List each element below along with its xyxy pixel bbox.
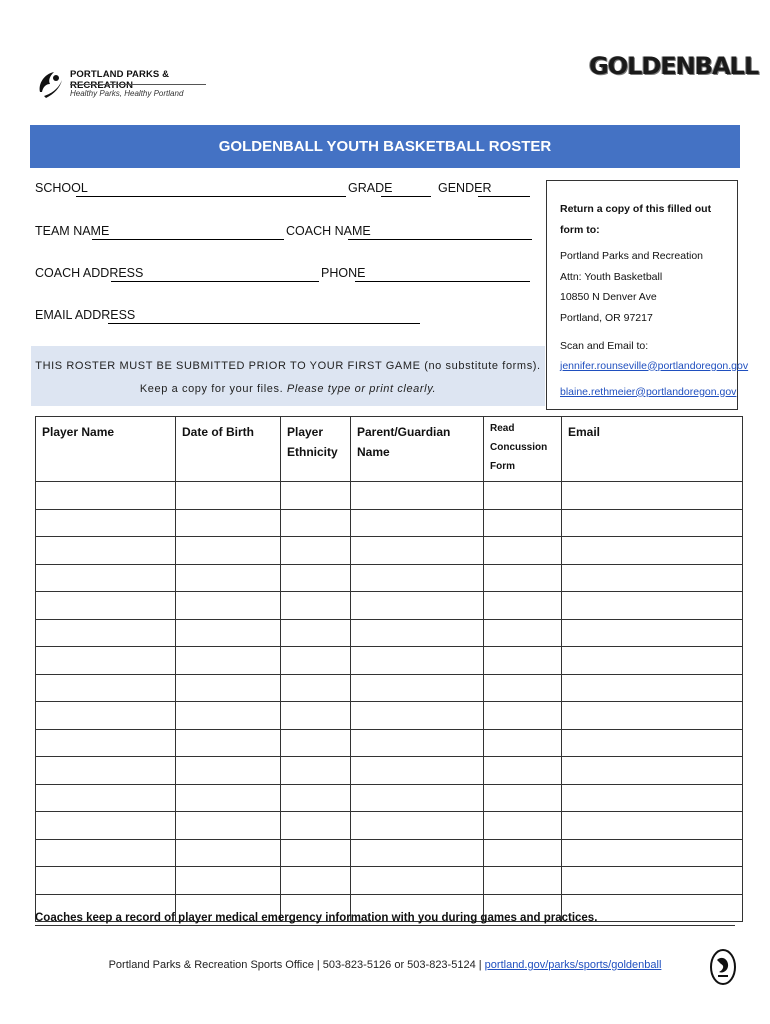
table-cell[interactable] bbox=[351, 564, 484, 592]
table-cell[interactable] bbox=[484, 812, 562, 840]
table-cell[interactable] bbox=[281, 702, 351, 730]
footer-contact: Portland Parks & Recreation Sports Office | 503-823-5126 or 503-823-5124 | bbox=[108, 959, 482, 971]
table-cell[interactable] bbox=[562, 784, 743, 812]
table-cell[interactable] bbox=[562, 812, 743, 840]
table-cell[interactable] bbox=[176, 647, 281, 675]
table-cell[interactable] bbox=[281, 729, 351, 757]
table-cell[interactable] bbox=[281, 537, 351, 565]
address-line-2: Attn: Youth Basketball bbox=[560, 270, 663, 283]
table-cell[interactable] bbox=[36, 619, 176, 647]
address-line-1: Portland Parks and Recreation bbox=[560, 250, 703, 262]
table-row bbox=[36, 537, 743, 565]
table-cell[interactable] bbox=[281, 509, 351, 537]
roster-header-row bbox=[36, 417, 743, 482]
table-cell[interactable] bbox=[562, 647, 743, 675]
table-row bbox=[36, 482, 743, 510]
table-cell[interactable] bbox=[281, 867, 351, 895]
table-cell[interactable] bbox=[176, 757, 281, 785]
table-cell[interactable] bbox=[351, 757, 484, 785]
table-row bbox=[36, 784, 743, 812]
table-cell[interactable] bbox=[484, 592, 562, 620]
table-cell[interactable] bbox=[562, 757, 743, 785]
scan-email-label: Scan and Email to: bbox=[560, 340, 649, 352]
table-cell[interactable] bbox=[36, 564, 176, 592]
return-heading: Return a copy of this filled out form to: bbox=[560, 203, 712, 236]
notice-line-1: THIS ROSTER MUST BE SUBMITTED PRIOR TO YOUR FIRST GAME (no substitute forms). bbox=[35, 360, 541, 372]
table-cell[interactable] bbox=[36, 674, 176, 702]
roster-table bbox=[35, 416, 743, 922]
team-name-field[interactable] bbox=[92, 226, 284, 240]
table-cell[interactable] bbox=[281, 482, 351, 510]
table-cell[interactable] bbox=[562, 564, 743, 592]
table-cell[interactable] bbox=[281, 784, 351, 812]
table-cell[interactable] bbox=[562, 509, 743, 537]
table-cell[interactable] bbox=[351, 674, 484, 702]
org-name: PORTLAND PARKS & RECREATION bbox=[70, 69, 170, 91]
table-row bbox=[36, 619, 743, 647]
table-cell[interactable] bbox=[281, 839, 351, 867]
table-row bbox=[36, 839, 743, 867]
table-cell[interactable] bbox=[484, 647, 562, 675]
table-cell[interactable] bbox=[176, 784, 281, 812]
table-row bbox=[36, 812, 743, 840]
table-cell[interactable] bbox=[176, 729, 281, 757]
org-tagline: Healthy Parks, Healthy Portland bbox=[70, 89, 184, 98]
table-cell[interactable] bbox=[351, 647, 484, 675]
table-cell[interactable] bbox=[176, 839, 281, 867]
table-cell[interactable] bbox=[351, 482, 484, 510]
table-cell[interactable] bbox=[176, 592, 281, 620]
table-cell[interactable] bbox=[484, 867, 562, 895]
footer-link[interactable]: portland.gov/parks/sports/goldenball bbox=[484, 959, 662, 971]
table-cell[interactable] bbox=[562, 482, 743, 510]
school-field[interactable] bbox=[76, 183, 346, 197]
table-cell[interactable] bbox=[36, 867, 176, 895]
table-cell[interactable] bbox=[281, 812, 351, 840]
coach-name-field[interactable] bbox=[348, 226, 532, 240]
table-cell[interactable] bbox=[484, 674, 562, 702]
table-cell[interactable] bbox=[484, 757, 562, 785]
grade-label: GRADE bbox=[348, 181, 393, 195]
footnote: Coaches keep a record of player medical emergency information with you during games and practices. bbox=[35, 912, 735, 926]
table-cell[interactable] bbox=[562, 592, 743, 620]
submission-notice bbox=[31, 346, 545, 406]
table-cell[interactable] bbox=[351, 729, 484, 757]
table-cell[interactable] bbox=[562, 867, 743, 895]
col-parent-guardian: Parent/Guardian Name bbox=[351, 417, 484, 482]
table-cell[interactable] bbox=[176, 867, 281, 895]
notice-line-2 bbox=[31, 378, 545, 401]
col-email: Email bbox=[562, 417, 743, 482]
roster-body bbox=[36, 482, 743, 922]
table-cell[interactable] bbox=[36, 757, 176, 785]
table-cell[interactable] bbox=[351, 812, 484, 840]
table-cell[interactable] bbox=[351, 784, 484, 812]
table-cell[interactable] bbox=[176, 619, 281, 647]
logo-divider bbox=[70, 84, 206, 85]
table-row bbox=[36, 564, 743, 592]
table-cell[interactable] bbox=[36, 729, 176, 757]
table-cell[interactable] bbox=[36, 537, 176, 565]
table-cell[interactable] bbox=[351, 592, 484, 620]
table-cell[interactable] bbox=[562, 619, 743, 647]
table-cell[interactable] bbox=[176, 509, 281, 537]
table-cell[interactable] bbox=[562, 729, 743, 757]
table-cell[interactable] bbox=[484, 482, 562, 510]
portland-seal-icon bbox=[709, 948, 737, 986]
table-cell[interactable] bbox=[281, 757, 351, 785]
phone-label: PHONE bbox=[321, 266, 366, 280]
table-cell[interactable] bbox=[351, 702, 484, 730]
col-date-of-birth: Date of Birth bbox=[176, 417, 281, 482]
grade-field[interactable] bbox=[381, 183, 431, 197]
table-cell[interactable] bbox=[484, 784, 562, 812]
table-cell[interactable] bbox=[176, 812, 281, 840]
coach-address-field[interactable] bbox=[111, 268, 319, 282]
school-label: SCHOOL bbox=[35, 181, 88, 195]
footer bbox=[0, 959, 770, 971]
table-cell[interactable] bbox=[484, 839, 562, 867]
table-row bbox=[36, 674, 743, 702]
table-cell[interactable] bbox=[484, 619, 562, 647]
table-cell[interactable] bbox=[176, 702, 281, 730]
email-link-blaine[interactable]: blaine.rethmeier@portlandoregon.gov bbox=[560, 385, 737, 398]
coach-address-label: COACH ADDRESS bbox=[35, 266, 144, 280]
table-cell[interactable] bbox=[281, 564, 351, 592]
table-row bbox=[36, 867, 743, 895]
table-cell[interactable] bbox=[484, 509, 562, 537]
coach-name-label: COACH NAME bbox=[286, 224, 371, 238]
col-player-name: Player Name bbox=[36, 417, 176, 482]
address-line-4: Portland, OR 97217 bbox=[560, 311, 653, 324]
table-cell[interactable] bbox=[176, 674, 281, 702]
table-cell[interactable] bbox=[36, 812, 176, 840]
table-cell[interactable] bbox=[176, 482, 281, 510]
goldenball-logo-text: GOLDENBALL bbox=[589, 52, 759, 80]
table-cell[interactable] bbox=[484, 564, 562, 592]
table-cell[interactable] bbox=[351, 839, 484, 867]
table-row bbox=[36, 647, 743, 675]
table-cell[interactable] bbox=[351, 619, 484, 647]
table-cell[interactable] bbox=[36, 647, 176, 675]
gender-field[interactable] bbox=[478, 183, 530, 197]
team-name-label: TEAM NAME bbox=[35, 224, 110, 238]
table-cell[interactable] bbox=[281, 647, 351, 675]
table-cell[interactable] bbox=[36, 839, 176, 867]
table-cell[interactable] bbox=[281, 674, 351, 702]
table-cell[interactable] bbox=[36, 592, 176, 620]
table-row bbox=[36, 592, 743, 620]
table-cell[interactable] bbox=[281, 592, 351, 620]
address-line-3: 10850 N Denver Ave bbox=[560, 291, 657, 303]
email-address-label: EMAIL ADDRESS bbox=[35, 308, 136, 322]
page-title: GOLDENBALL YOUTH BASKETBALL ROSTER bbox=[30, 125, 740, 168]
table-cell[interactable] bbox=[176, 564, 281, 592]
table-cell[interactable] bbox=[176, 537, 281, 565]
table-cell[interactable] bbox=[484, 537, 562, 565]
table-cell[interactable] bbox=[484, 702, 562, 730]
parks-leaf-icon bbox=[36, 66, 66, 100]
table-cell[interactable] bbox=[351, 537, 484, 565]
table-cell[interactable] bbox=[484, 729, 562, 757]
table-cell[interactable] bbox=[36, 509, 176, 537]
table-cell[interactable] bbox=[351, 509, 484, 537]
table-cell[interactable] bbox=[351, 867, 484, 895]
notice-print-text: Please type or print clearly. bbox=[286, 383, 437, 395]
table-cell[interactable] bbox=[562, 537, 743, 565]
table-row bbox=[36, 702, 743, 730]
table-cell[interactable] bbox=[36, 482, 176, 510]
table-cell[interactable] bbox=[36, 784, 176, 812]
goldenball-logo bbox=[585, 44, 759, 104]
table-cell[interactable] bbox=[281, 619, 351, 647]
return-info-box bbox=[546, 180, 749, 410]
col-player-ethnicity: Player Ethnicity bbox=[281, 417, 351, 482]
col-concussion-form: Read Concussion Form bbox=[484, 417, 562, 482]
portland-parks-logo bbox=[36, 66, 211, 106]
table-cell[interactable] bbox=[562, 702, 743, 730]
table-cell[interactable] bbox=[36, 702, 176, 730]
phone-field[interactable] bbox=[355, 268, 530, 282]
email-address-field[interactable] bbox=[108, 310, 420, 324]
gender-label: GENDER bbox=[438, 181, 492, 195]
table-cell[interactable] bbox=[562, 674, 743, 702]
table-cell[interactable] bbox=[562, 839, 743, 867]
email-link-jennifer[interactable]: jennifer.rounseville@portlandoregon.gov bbox=[560, 359, 749, 372]
table-row bbox=[36, 757, 743, 785]
table-row bbox=[36, 729, 743, 757]
table-row bbox=[36, 509, 743, 537]
notice-copy-text: Keep a copy for your files. bbox=[139, 383, 284, 395]
